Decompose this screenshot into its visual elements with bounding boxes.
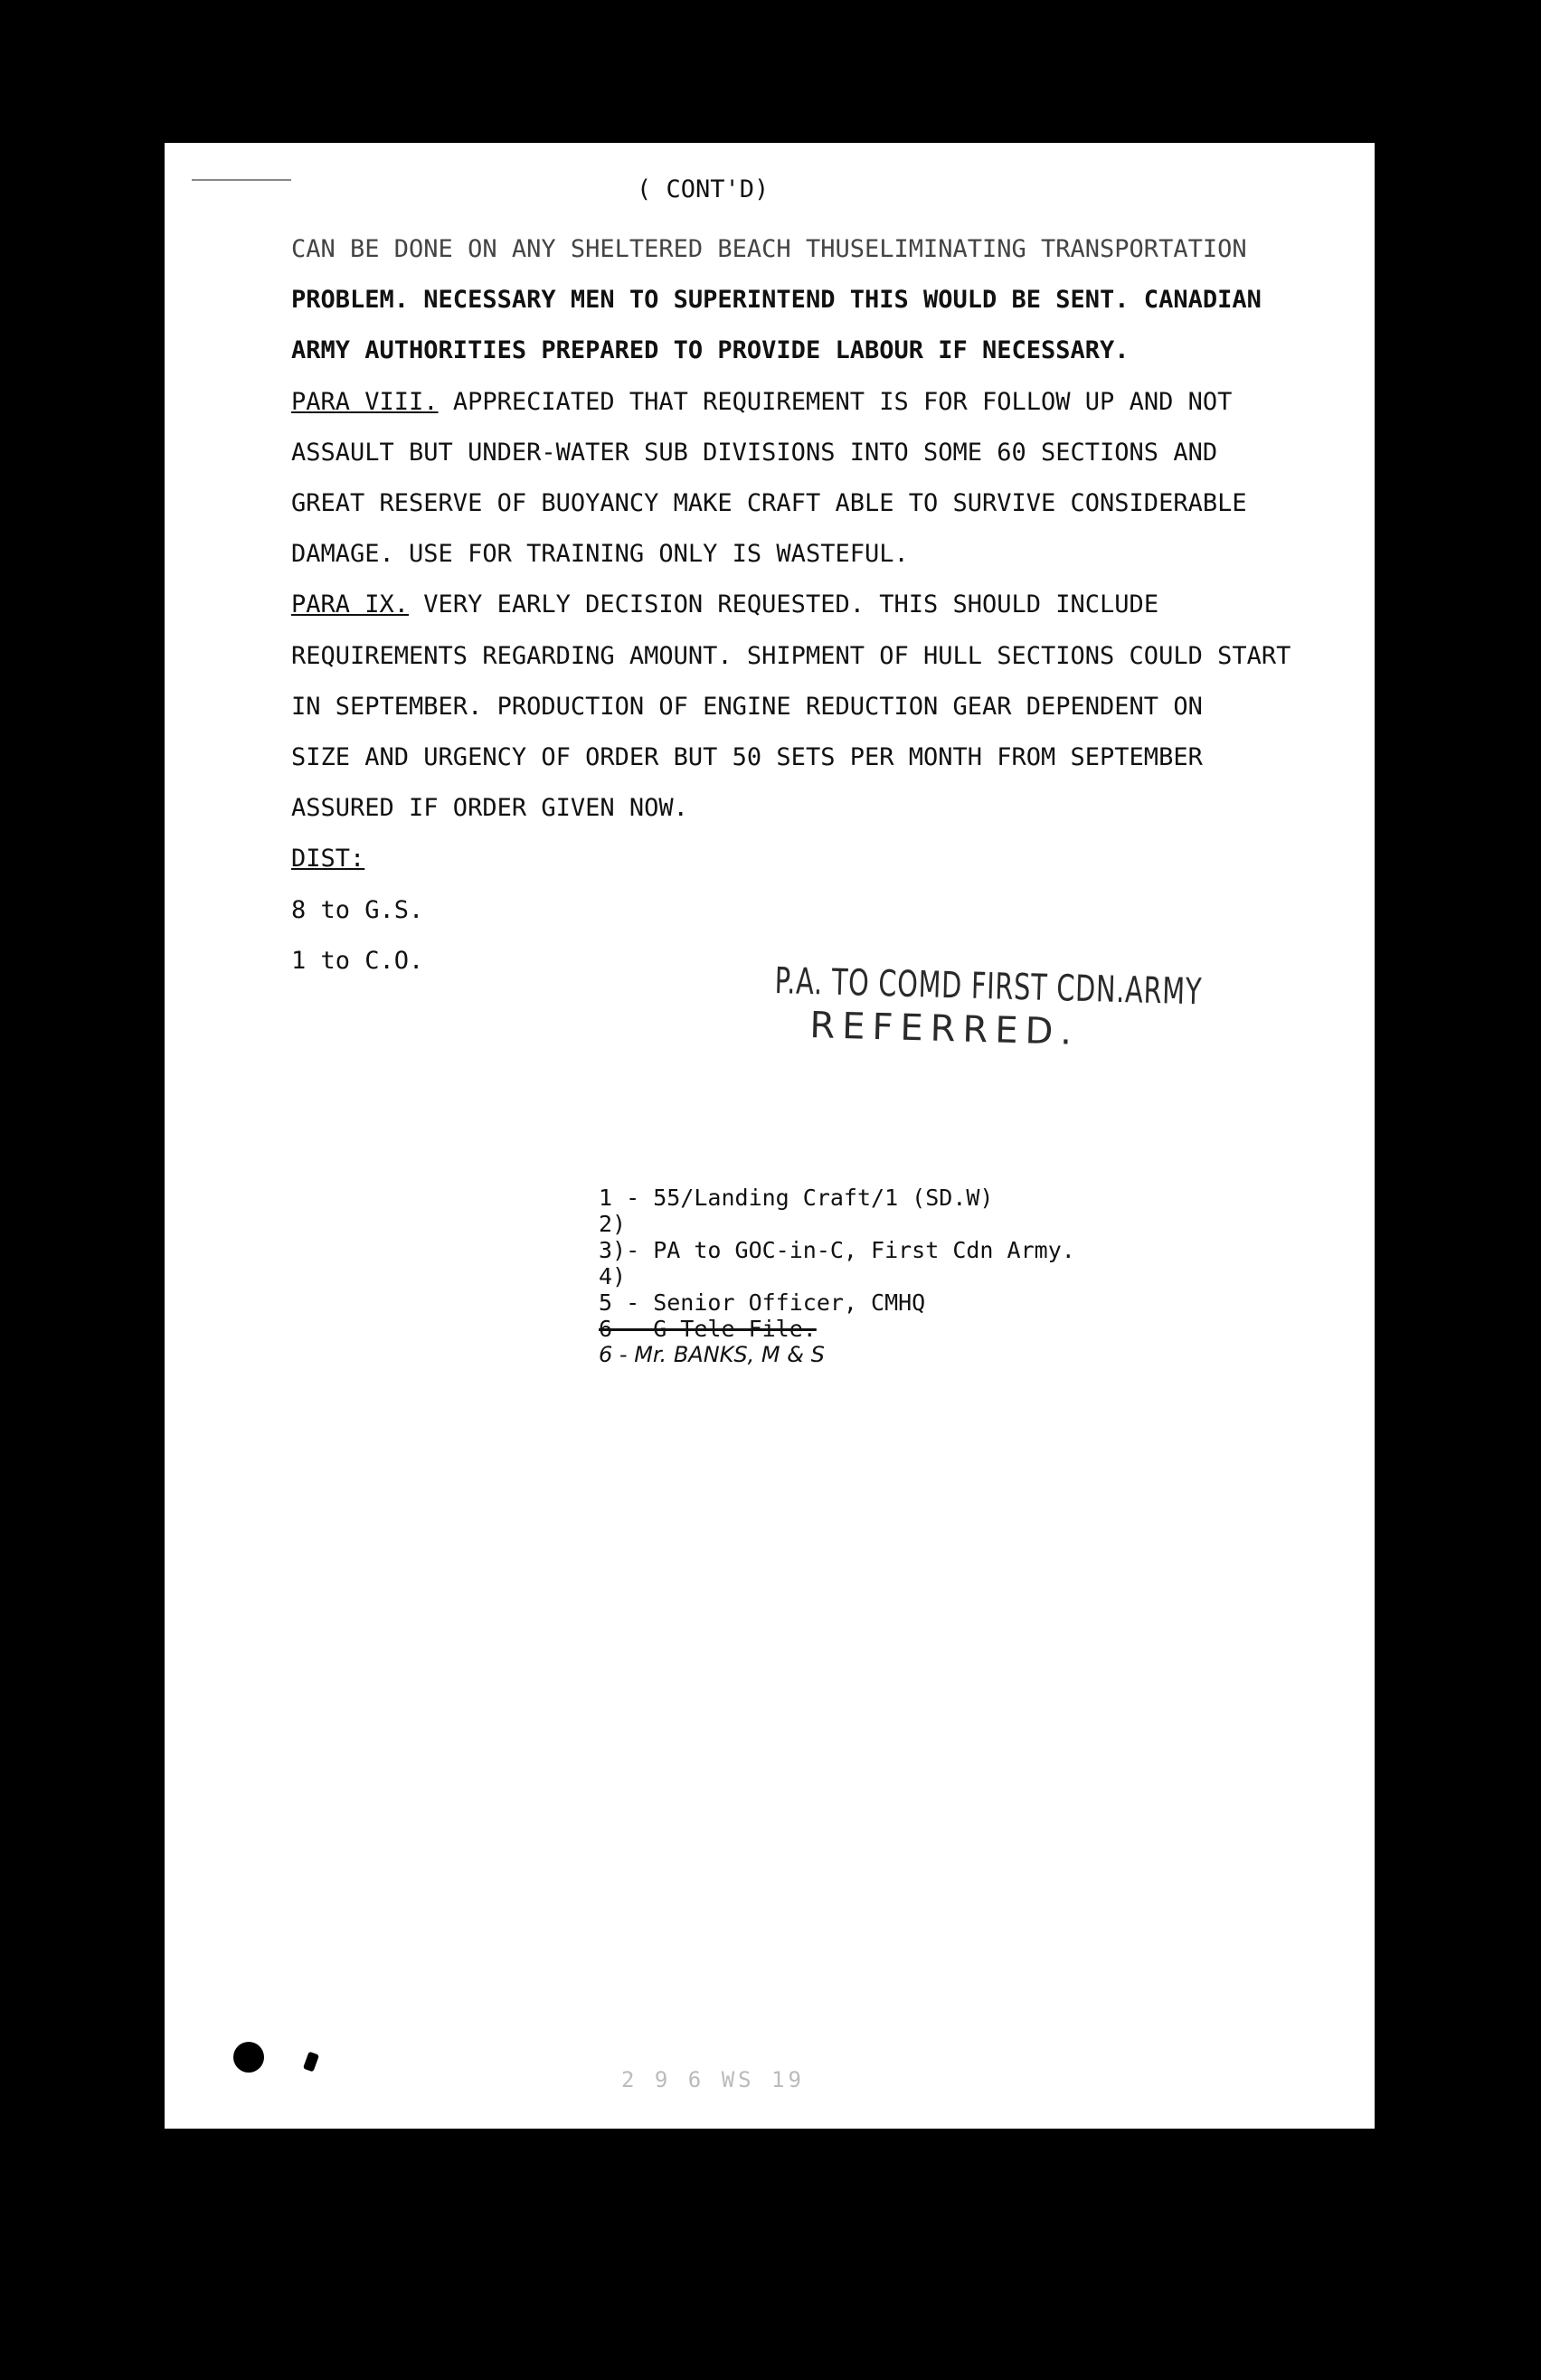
referred-stamp	[773, 959, 1203, 1056]
top-rule	[192, 179, 291, 181]
contd-heading: ( CONT'D)	[637, 175, 770, 203]
distribution-item-struck: 6 - G Tele File.	[599, 1316, 817, 1342]
body-line: PARA IX. VERY EARLY DECISION REQUESTED. THIS SHOULD INCLUDE	[291, 590, 1159, 619]
ink-mark	[303, 2052, 319, 2073]
distribution-list	[599, 1185, 1075, 1368]
stamp-line-2: REFERRED.	[808, 1005, 1080, 1053]
para-label: PARA IX.	[291, 590, 410, 619]
distribution-item: 1 - 55/Landing Craft/1 (SD.W)	[599, 1185, 994, 1211]
distribution-item: 3)- PA to GOC-in-C, First Cdn Army.	[599, 1237, 1075, 1263]
distribution-item: 5 - Senior Officer, CMHQ	[599, 1289, 926, 1316]
bleed-through-text: 2 9 6 WS 19	[621, 2067, 805, 2092]
dist-label: DIST:	[291, 845, 365, 874]
body-line: ASSAULT BUT UNDER-WATER SUB DIVISIONS INTO SOME 60 SECTIONS AND	[291, 438, 1218, 467]
body-line: ARMY AUTHORITIES PREPARED TO PROVIDE LABOUR IF NECESSARY.	[291, 336, 1130, 365]
document-body	[291, 224, 1290, 987]
para-label: PARA VIII.	[291, 387, 439, 416]
body-line: DAMAGE. USE FOR TRAINING ONLY IS WASTEFUL.	[291, 540, 909, 569]
document-page	[165, 143, 1375, 2129]
body-line: PROBLEM. NECESSARY MEN TO SUPERINTEND THIS WOULD BE SENT. CANADIAN	[291, 286, 1262, 315]
body-line: SIZE AND URGENCY OF ORDER BUT 50 SETS PER MONTH FROM SEPTEMBER	[291, 743, 1203, 772]
distribution-item: 4)	[599, 1263, 627, 1289]
body-line: GREAT RESERVE OF BUOYANCY MAKE CRAFT ABLE TO SURVIVE CONSIDERABLE	[291, 489, 1247, 518]
body-line: REQUIREMENTS REGARDING AMOUNT. SHIPMENT OF HULL SECTIONS COULD START	[291, 641, 1291, 670]
distribution-item-handwritten: 6 - Mr. BANKS, M & S	[599, 1342, 825, 1367]
distribution-item: 2)	[599, 1211, 627, 1237]
ink-blot	[233, 2042, 264, 2073]
dist-item: 1 to C.O.	[291, 946, 424, 975]
body-line: PARA VIII. APPRECIATED THAT REQUIREMENT IS FOR FOLLOW UP AND NOT	[291, 387, 1233, 416]
body-line: IN SEPTEMBER. PRODUCTION OF ENGINE REDUCTION GEAR DEPENDENT ON	[291, 692, 1203, 721]
stamp-line-1: P.A. TO COMD FIRST CDN.ARMY	[774, 959, 1203, 1014]
body-line: ASSURED IF ORDER GIVEN NOW.	[291, 794, 688, 823]
body-line: CAN BE DONE ON ANY SHELTERED BEACH THUSELIMINATING TRANSPORTATION	[291, 235, 1247, 263]
dist-item: 8 to G.S.	[291, 895, 424, 924]
